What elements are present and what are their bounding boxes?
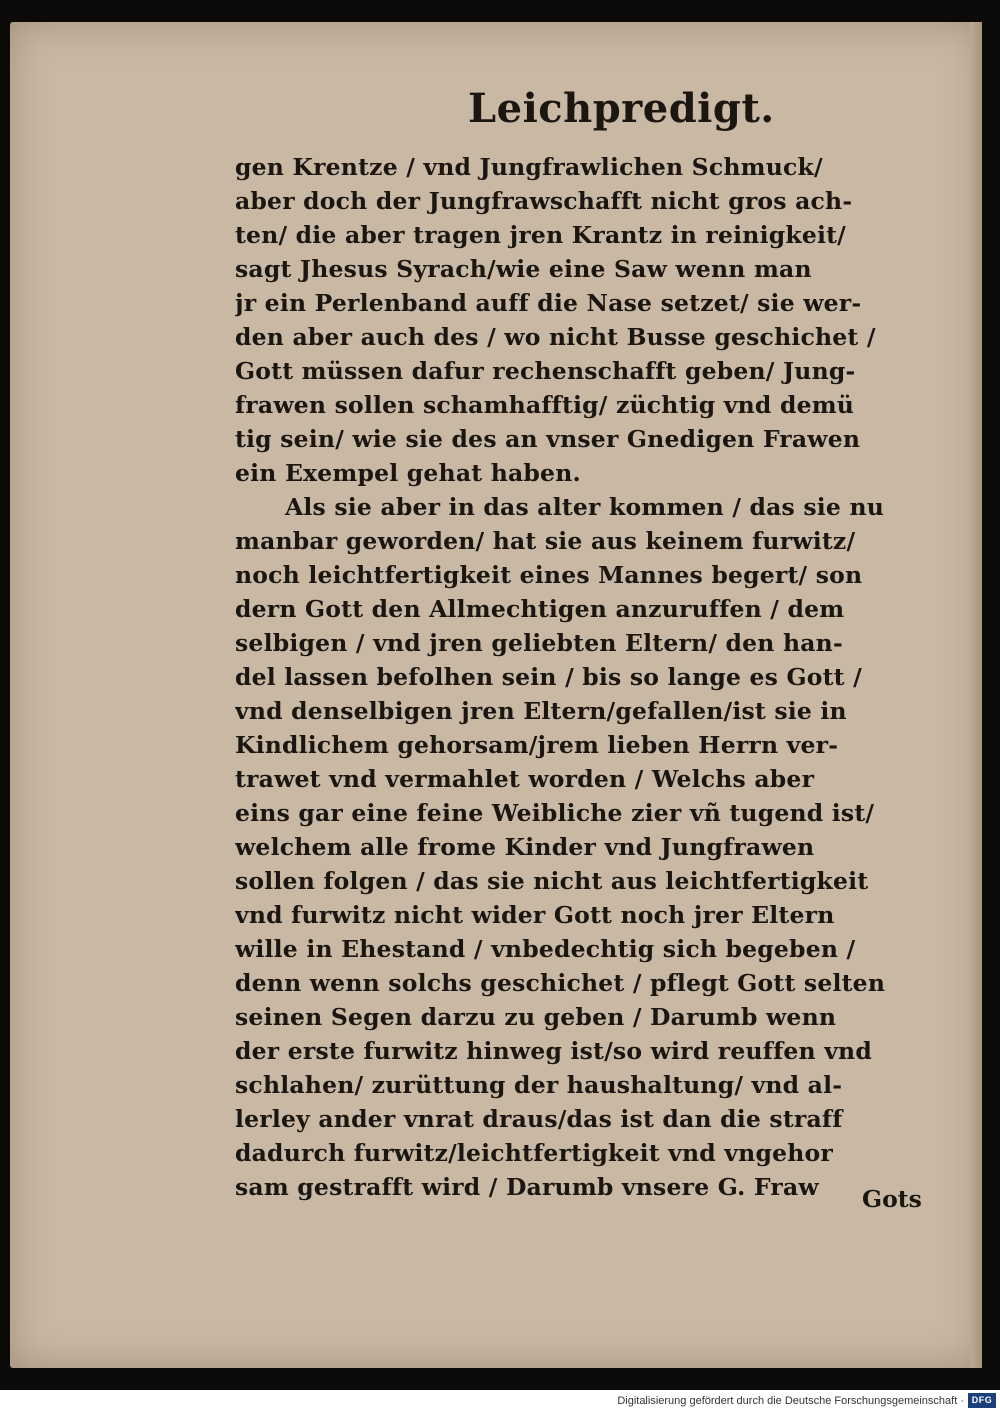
text-line: welchem alle frome Kinder vnd Jungfrawen	[235, 833, 815, 861]
text-line: dern Gott den Allmechtigen anzuruffen / dem	[235, 595, 845, 623]
text-line: sam gestrafft wird / Darumb vnsere G. Fraw	[235, 1173, 819, 1201]
text-line: aber doch der Jungfrawschafft nicht gros ach-	[235, 187, 853, 215]
footer-bar	[0, 1390, 1000, 1413]
text-line: noch leichtfertigkeit eines Mannes begert/ son	[235, 561, 863, 589]
text-line: den aber auch des / wo nicht Busse geschichet /	[235, 323, 876, 351]
text-line: vnd furwitz nicht wider Gott noch jrer Eltern	[235, 901, 835, 929]
text-line: ein Exempel gehat haben.	[235, 459, 581, 487]
text-line: seinen Segen darzu zu geben / Darumb wenn	[235, 1003, 837, 1031]
text-line: eins gar eine feine Weibliche zier vñ tugend ist/	[235, 799, 875, 827]
text-line: schlahen/ zurüttung der haushaltung/ vnd al-	[235, 1071, 843, 1099]
text-line: frawen sollen schamhafftig/ züchtig vnd demü	[235, 391, 855, 419]
text-line: jr ein Perlenband auff die Nase setzet/ sie wer-	[235, 289, 862, 317]
text-line: sagt Jhesus Syrach/wie eine Saw wenn man	[235, 255, 812, 283]
text-line: lerley ander vnrat draus/das ist dan die straff	[235, 1105, 843, 1133]
text-line: ten/ die aber tragen jren Krantz in reinigkeit/	[235, 221, 846, 249]
text-line: der erste furwitz hinweg ist/so wird reuffen vnd	[235, 1037, 872, 1065]
text-line: dadurch furwitz/leichtfertigkeit vnd vngehor	[235, 1139, 833, 1167]
text-line: manbar geworden/ hat sie aus keinem furwitz/	[235, 527, 856, 555]
text-line: gen Krentze / vnd Jungfrawlichen Schmuck/	[235, 153, 823, 181]
text-line: sollen folgen / das sie nicht aus leichtfertigkeit	[235, 867, 869, 895]
text-line: selbigen / vnd jren geliebten Eltern/ den han-	[235, 629, 843, 657]
text-line: denn wenn solchs geschichet / pflegt Gott selten	[235, 969, 886, 997]
page-edge	[970, 22, 982, 1368]
text-line: Gott müssen dafur rechenschafft geben/ Jung-	[235, 357, 856, 385]
paragraph-start-line: Als sie aber in das alter kommen / das sie nu	[285, 493, 885, 521]
dfg-logo-icon[interactable]: DFG	[968, 1393, 996, 1408]
running-head: Leichpredigt.	[468, 85, 775, 132]
text-line: wille in Ehestand / vnbedechtig sich begeben /	[235, 935, 856, 963]
catchword: Gots	[862, 1185, 922, 1213]
text-line: tig sein/ wie sie des an vnser Gnedigen Frawen	[235, 425, 861, 453]
text-line: vnd denselbigen jren Eltern/gefallen/ist sie in	[235, 697, 847, 725]
text-line: del lassen befolhen sein / bis so lange es Gott /	[235, 663, 862, 691]
text-line: Kindlichem gehorsam/jrem lieben Herrn ver-	[235, 731, 839, 759]
funding-note: Digitalisierung gefördert durch die Deutsche Forschungsgemeinschaft ·	[617, 1395, 964, 1407]
text-line: trawet vnd vermahlet worden / Welchs aber	[235, 765, 815, 793]
text-block	[235, 150, 940, 1204]
